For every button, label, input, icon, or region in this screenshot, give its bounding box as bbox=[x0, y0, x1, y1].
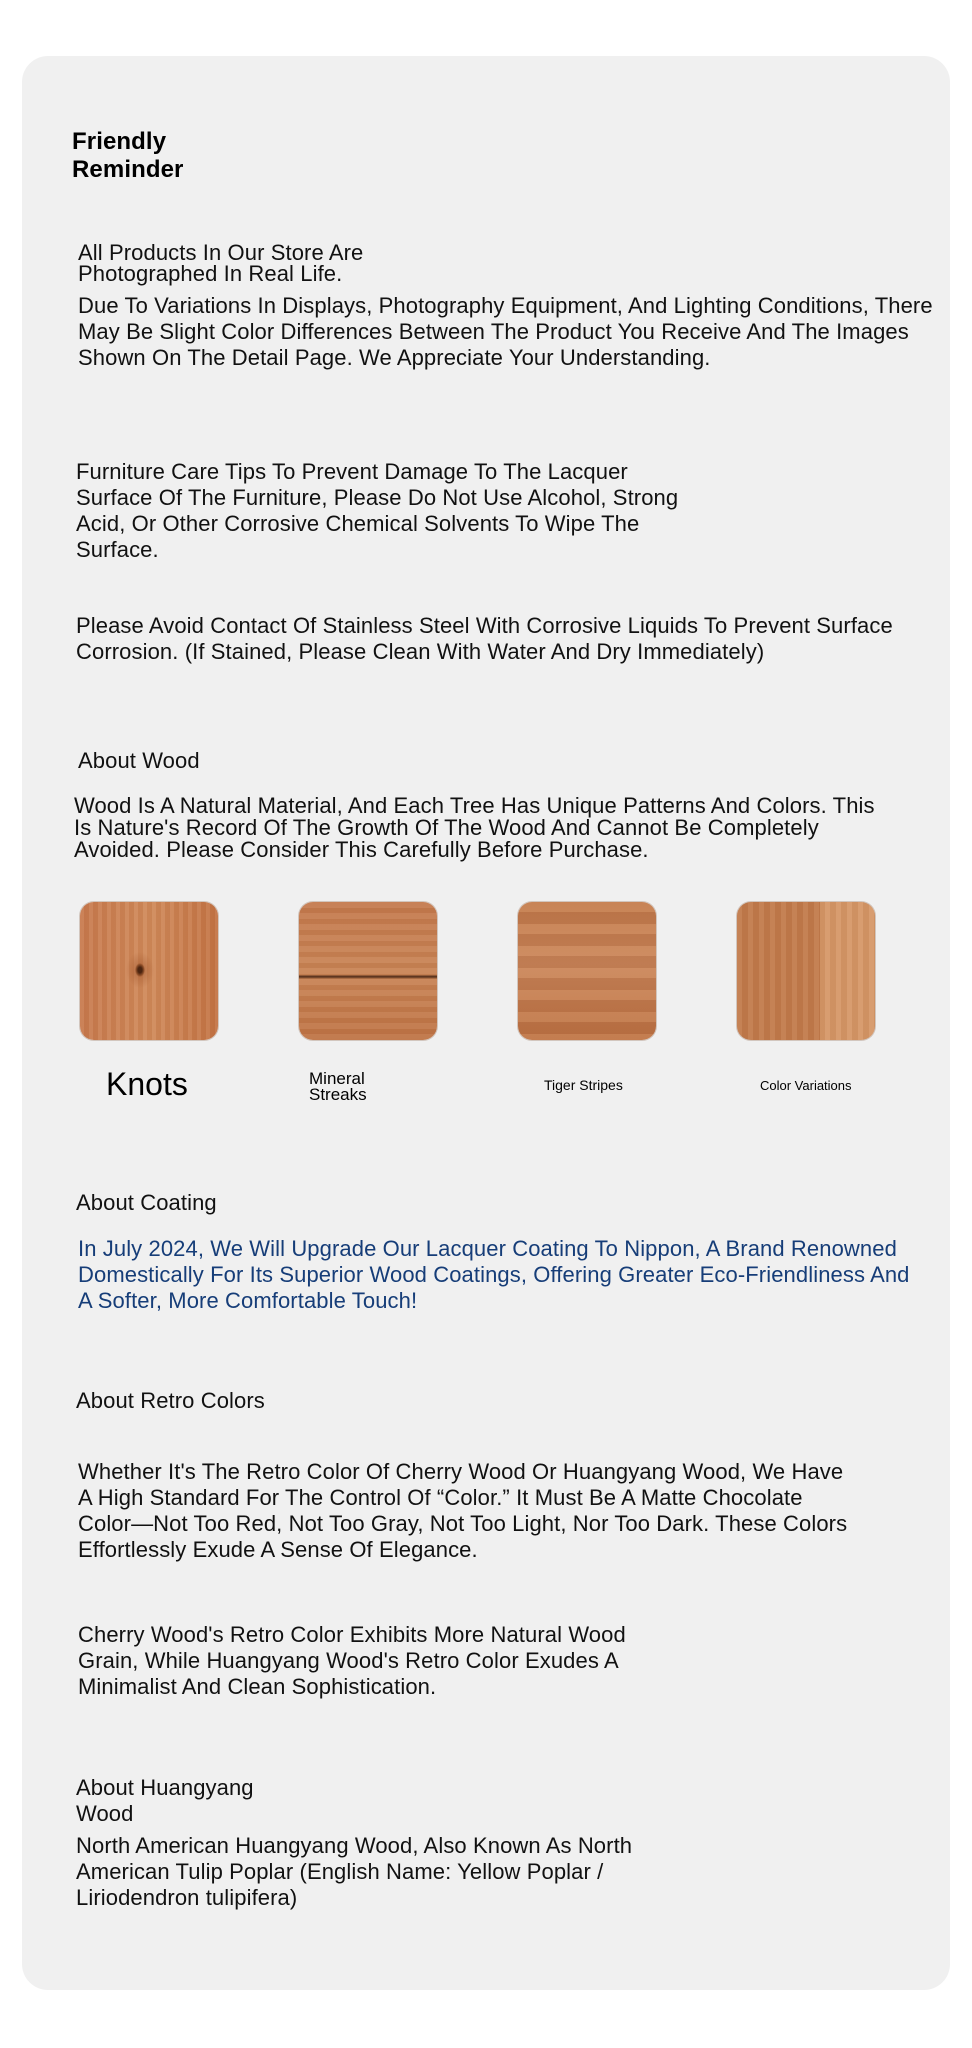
color-variations-caption: Color Variations bbox=[760, 1078, 852, 1093]
about-retro-colors-heading: About Retro Colors bbox=[76, 1388, 265, 1413]
about-wood-heading: About Wood bbox=[78, 748, 200, 773]
lacquer-care-tip: Furniture Care Tips To Prevent Damage To The Lacquer Surface Of The Furniture, Please Do Not Use Alcohol, Strong Acid, Or Other Corrosive Chemical Solvents To Wipe The Surface. bbox=[76, 459, 679, 562]
about-coating-heading: About Coating bbox=[76, 1190, 217, 1215]
about-coating-text: In July 2024, We Will Upgrade Our Lacquer Coating To Nippon, A Brand Renowned Domestically For Its Superior Wood Coatings, Offering Greater Eco-Friendliness And A Softer, More Comfortable Touch! bbox=[78, 1236, 910, 1313]
knots-wood-swatch bbox=[80, 902, 218, 1040]
tiger-stripes-caption: Tiger Stripes bbox=[544, 1077, 623, 1093]
retro-color-standard-text: Whether It's The Retro Color Of Cherry Wood Or Huangyang Wood, We Have A High Standard For The Control Of “Color.” It Must Be A Matte Chocolate Color—Not Too Red, Not Too Gray, Not Too Light, Nor Too Dark. These Colors Effortlessly Exude A Sense Of Elegance. bbox=[78, 1459, 848, 1562]
about-huangyang-heading: About Huangyang Wood bbox=[76, 1775, 254, 1826]
friendly-reminder-title: Friendly Reminder bbox=[72, 128, 184, 183]
color-variations-wood-swatch bbox=[737, 902, 875, 1040]
mineral-streaks-caption: Mineral Streaks bbox=[309, 1069, 367, 1104]
real-photo-statement: All Products In Our Store Are Photographed In Real Life. bbox=[78, 240, 364, 286]
retro-color-comparison-text: Cherry Wood's Retro Color Exhibits More Natural Wood Grain, While Huangyang Wood's Retro Color Exudes A Minimalist And Clean Sophistication. bbox=[78, 1622, 626, 1699]
stainless-steel-care-tip: Please Avoid Contact Of Stainless Steel With Corrosive Liquids To Prevent Surface Corrosion. (If Stained, Please Clean With Water And Dry Immediately) bbox=[76, 613, 893, 664]
mineral-streaks-wood-swatch bbox=[299, 902, 437, 1040]
color-difference-notice: Due To Variations In Displays, Photography Equipment, And Lighting Conditions, There May Be Slight Color Differences Between The Product You Receive And The Images Shown On The Detail Page. We Appreciate Your Understanding. bbox=[78, 293, 933, 370]
tiger-stripes-wood-swatch bbox=[518, 902, 656, 1040]
about-wood-text: Wood Is A Natural Material, And Each Tree Has Unique Patterns And Colors. This Is Nature's Record Of The Growth Of The Wood And Cannot Be Completely Avoided. Please Consider This Carefully Before Purchase. bbox=[74, 793, 875, 862]
about-huangyang-text: North American Huangyang Wood, Also Known As North American Tulip Poplar (English Name: Yellow Poplar / Liriodendron tulipifera) bbox=[76, 1833, 633, 1910]
knots-caption: Knots bbox=[106, 1066, 188, 1102]
